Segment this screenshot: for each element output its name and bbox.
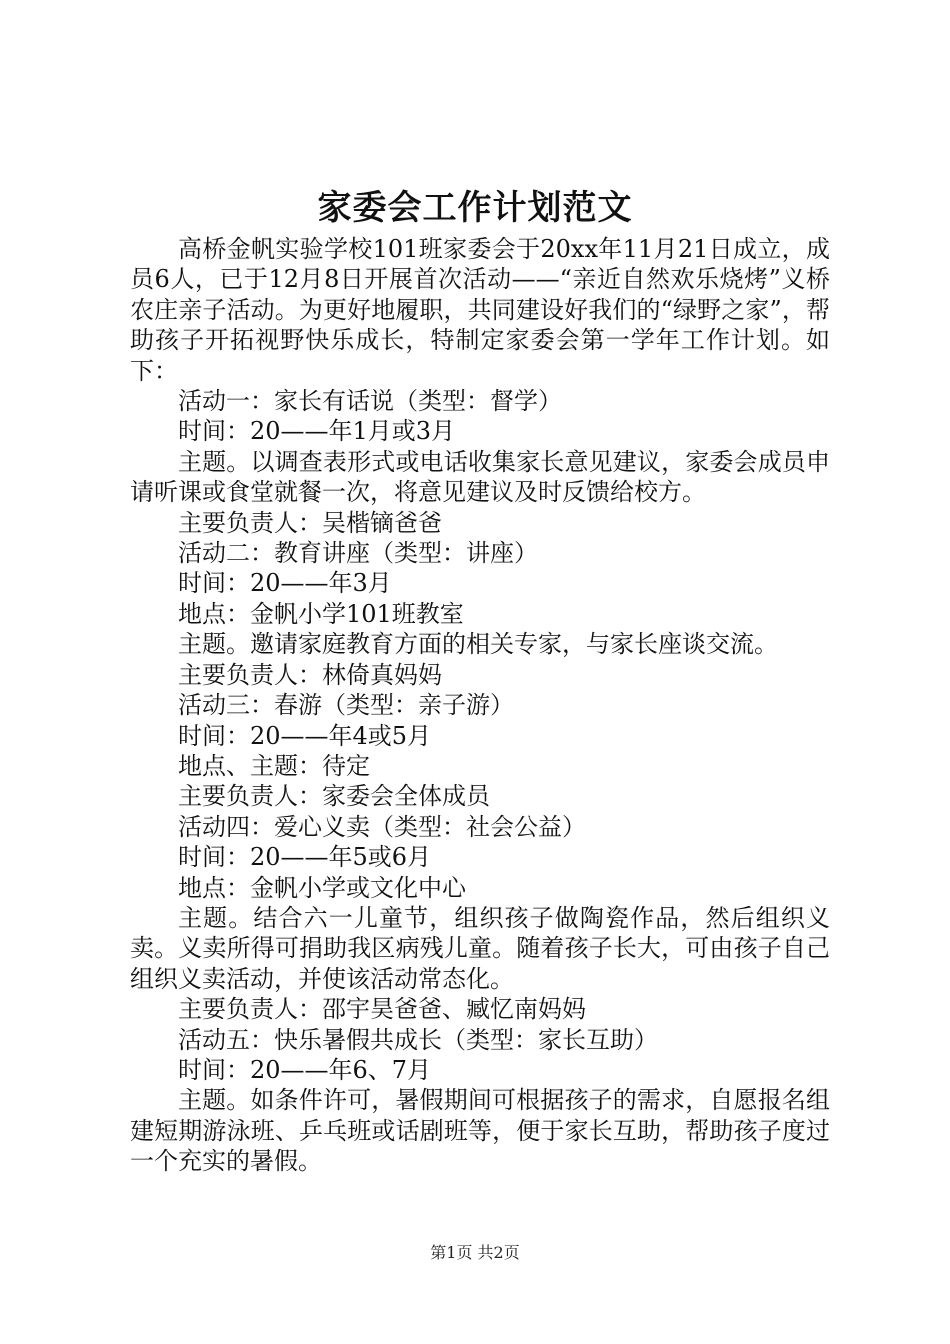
paragraph: 主要负责人：林倚真妈妈	[178, 660, 442, 689]
paragraph: 主要负责人：家委会全体成员	[178, 782, 490, 811]
paragraph: 时间：20——年4或5月	[178, 721, 432, 750]
paragraph: 活动三：春游（类型：亲子游）	[178, 691, 514, 720]
document-title: 家委会工作计划范文	[317, 188, 633, 228]
paragraph: 主题。如条件许可，暑假期间可根据孩子的需求，自愿报名组建短期游泳班、乒乓班或话剧班等，便于家长互助，帮助孩子度过一个充实的暑假。	[130, 1086, 830, 1176]
paragraph: 地点、主题：待定	[178, 751, 370, 780]
paragraph: 主要负责人：吴楷镝爸爸	[178, 508, 442, 537]
paragraph: 时间：20——年6、7月	[178, 1055, 432, 1084]
paragraph: 时间：20——年1月或3月	[178, 417, 456, 446]
paragraph: 地点：金帆小学或文化中心	[178, 873, 466, 902]
paragraph: 活动一：家长有话说（类型：督学）	[178, 387, 562, 416]
paragraph: 活动二：教育讲座（类型：讲座）	[178, 539, 538, 568]
paragraph: 地点：金帆小学101班教室	[178, 599, 464, 628]
paragraph: 主要负责人：邵宇昊爸爸、臧忆南妈妈	[178, 995, 586, 1024]
page-number-footer: 第1页 共2页	[430, 1243, 520, 1262]
paragraph: 时间：20——年5或6月	[178, 843, 432, 872]
paragraph: 主题。邀请家庭教育方面的相关专家，与家长座谈交流。	[178, 630, 778, 659]
document-body	[130, 234, 830, 1177]
paragraph: 活动四：爱心义卖（类型：社会公益）	[178, 812, 586, 841]
paragraph: 高桥金帆实验学校101班家委会于20xx年11月21日成立，成员6人，已于12月8日开展首次活动——“亲近自然欢乐烧烤”义桥农庄亲子活动。为更好地履职，共同建设好我们的“绿野之家”，帮助孩子开拓视野快乐成长，特制定家委会第一学年工作计划。如下：	[130, 235, 830, 385]
paragraph: 时间：20——年3月	[178, 569, 392, 598]
paragraph: 活动五：快乐暑假共成长（类型：家长互助）	[178, 1025, 658, 1054]
paragraph: 主题。以调查表形式或电话收集家长意见建议，家委会成员申请听课或食堂就餐一次，将意见建议及时反馈给校方。	[130, 447, 830, 507]
paragraph: 主题。结合六一儿童节，组织孩子做陶瓷作品，然后组织义卖。义卖所得可捐助我区病残儿童。随着孩子长大，可由孩子自己组织义卖活动，并使该活动常态化。	[130, 903, 830, 993]
